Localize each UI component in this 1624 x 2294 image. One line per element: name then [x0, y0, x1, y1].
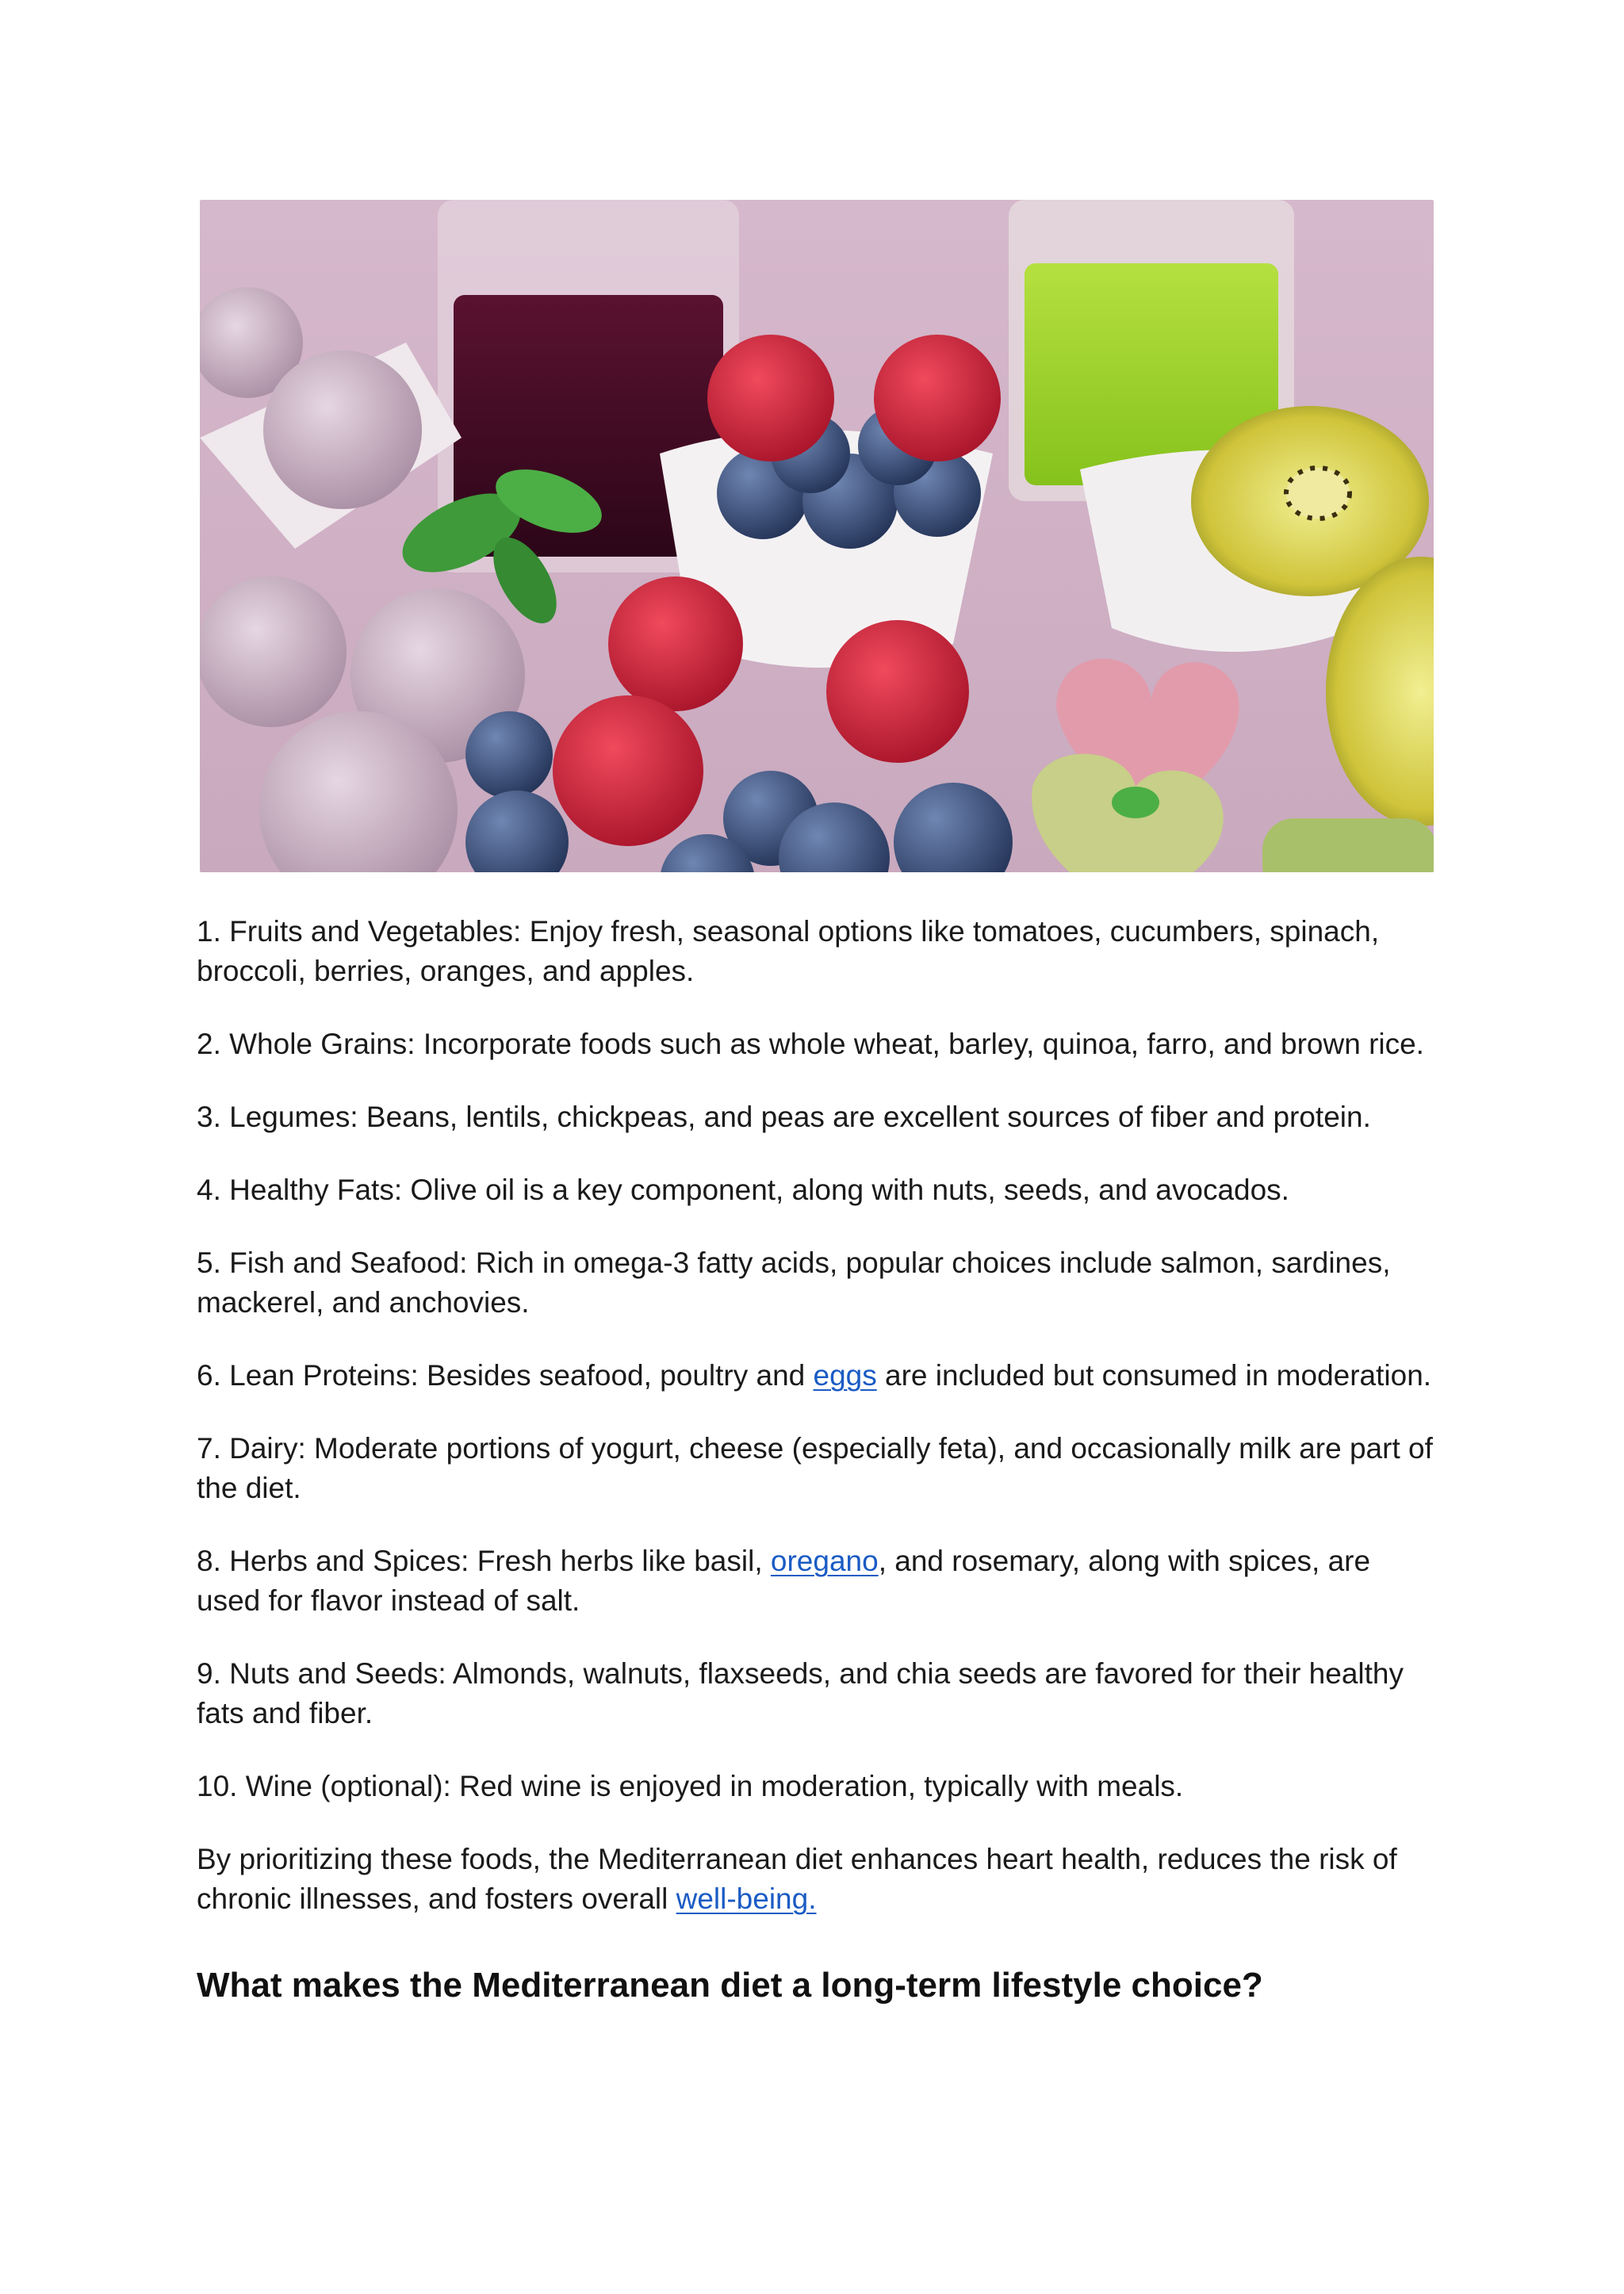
hero-image-fruits-berries: [200, 200, 1434, 872]
list-item-wine: 10. Wine (optional): Red wine is enjoyed in moderation, typically with meals.: [197, 1770, 1184, 1802]
list-item-herbs-spices: [197, 1541, 1440, 1621]
eggs-link[interactable]: eggs: [813, 1359, 877, 1392]
summary-text: By prioritizing these foods, the Mediterranean diet enhances heart health, reduces the risk of chronic illnesses, and fosters overall: [197, 1843, 1397, 1915]
summary-paragraph: [197, 1840, 1440, 1919]
oregano-link[interactable]: oregano: [770, 1545, 879, 1577]
herbs-text-after: , and rosemary, along with spices, are used for flavor instead of salt.: [197, 1545, 1371, 1617]
list-item-fish-seafood: 5. Fish and Seafood: Rich in omega-3 fatty acids, popular choices include salmon, sardines, mackerel, and anchovies.: [197, 1247, 1391, 1319]
list-item-whole-grains: 2. Whole Grains: Incorporate foods such as whole wheat, barley, quinoa, farro, and brown rice.: [197, 1028, 1424, 1060]
lean-proteins-text-before: 6. Lean Proteins: Besides seafood, poultry and: [197, 1359, 814, 1392]
list-item-dairy: 7. Dairy: Moderate portions of yogurt, cheese (especially feta), and occasionally milk are part of the diet.: [197, 1432, 1433, 1504]
list-item-fruits-vegetables: 1. Fruits and Vegetables: Enjoy fresh, seasonal options like tomatoes, cucumbers, spinach, broccoli, berries, oranges, and apples.: [197, 915, 1380, 987]
herbs-text-before: 8. Herbs and Spices: Fresh herbs like basil,: [197, 1545, 771, 1577]
list-item-healthy-fats: 4. Healthy Fats: Olive oil is a key component, along with nuts, seeds, and avocados.: [197, 1174, 1289, 1206]
lean-proteins-text-after: are included but consumed in moderation.: [876, 1359, 1432, 1392]
list-item-lean-proteins: [197, 1356, 1440, 1396]
well-being-link[interactable]: well-being.: [676, 1882, 817, 1915]
section-heading: What makes the Mediterranean diet a long-term lifestyle choice?: [197, 1966, 1263, 2005]
list-item-nuts-seeds: 9. Nuts and Seeds: Almonds, walnuts, flaxseeds, and chia seeds are favored for their healthy fats and fiber.: [197, 1657, 1404, 1729]
hero-illustration: [200, 200, 1434, 872]
article-body: [197, 912, 1440, 2008]
list-item-legumes: 3. Legumes: Beans, lentils, chickpeas, and peas are excellent sources of fiber and protein.: [197, 1101, 1371, 1133]
